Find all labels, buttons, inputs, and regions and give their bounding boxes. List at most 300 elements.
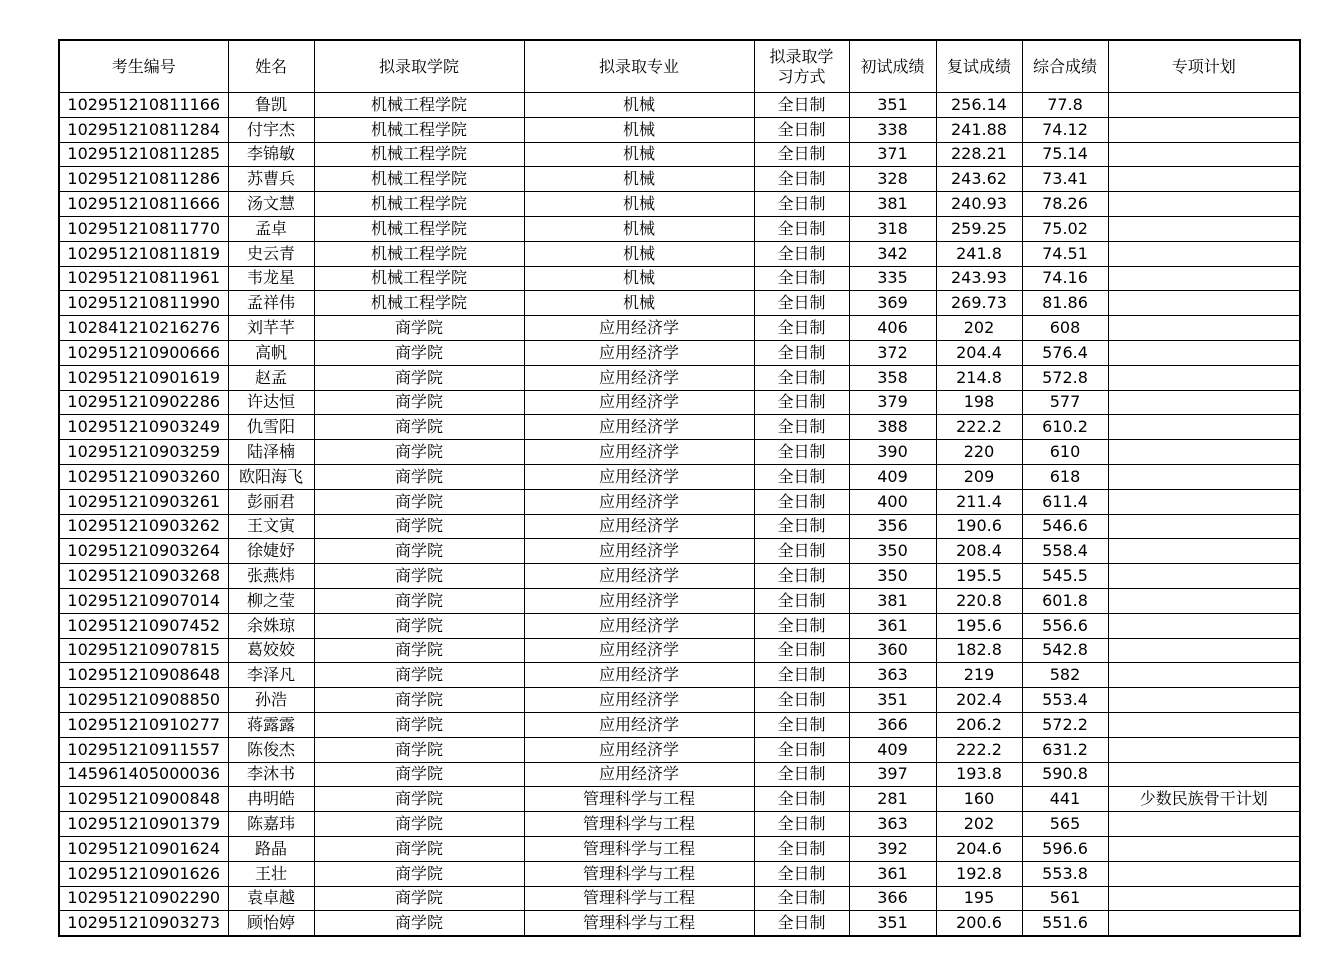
- special-plan-cell: [1108, 886, 1300, 911]
- name-cell: 陆泽楠: [228, 440, 314, 465]
- table-row: [59, 117, 1300, 142]
- total-score-cell: 74.51: [1022, 241, 1108, 266]
- initial-score-cell: 372: [849, 340, 936, 365]
- major-cell: 机械: [524, 291, 754, 316]
- student-id-cell: 102951210911557: [59, 737, 228, 762]
- initial-score-cell: 363: [849, 663, 936, 688]
- major-cell: 机械: [524, 142, 754, 167]
- table-row: [59, 762, 1300, 787]
- study-mode-cell: 全日制: [754, 737, 849, 762]
- college-cell: 机械工程学院: [314, 192, 524, 217]
- student-id-cell: 102951210907452: [59, 613, 228, 638]
- total-score-cell: 618: [1022, 464, 1108, 489]
- header-total-score: 综合成绩: [1022, 40, 1108, 93]
- special-plan-cell: [1108, 514, 1300, 539]
- name-cell: 欧阳海飞: [228, 464, 314, 489]
- college-cell: 商学院: [314, 415, 524, 440]
- retest-score-cell: 208.4: [936, 539, 1022, 564]
- retest-score-cell: 200.6: [936, 911, 1022, 936]
- total-score-cell: 582: [1022, 663, 1108, 688]
- retest-score-cell: 202.4: [936, 688, 1022, 713]
- retest-score-cell: 214.8: [936, 365, 1022, 390]
- special-plan-cell: [1108, 489, 1300, 514]
- name-cell: 徐婕妤: [228, 539, 314, 564]
- initial-score-cell: 381: [849, 192, 936, 217]
- college-cell: 商学院: [314, 861, 524, 886]
- table-row: [59, 787, 1300, 812]
- college-cell: 机械工程学院: [314, 291, 524, 316]
- retest-score-cell: 190.6: [936, 514, 1022, 539]
- study-mode-cell: 全日制: [754, 117, 849, 142]
- retest-score-cell: 195.6: [936, 613, 1022, 638]
- special-plan-cell: [1108, 836, 1300, 861]
- study-mode-cell: 全日制: [754, 787, 849, 812]
- retest-score-cell: 204.6: [936, 836, 1022, 861]
- student-id-cell: 102951210811770: [59, 216, 228, 241]
- study-mode-cell: 全日制: [754, 142, 849, 167]
- retest-score-cell: 228.21: [936, 142, 1022, 167]
- special-plan-cell: [1108, 638, 1300, 663]
- student-id-cell: 102951210901626: [59, 861, 228, 886]
- retest-score-cell: 222.2: [936, 415, 1022, 440]
- study-mode-cell: 全日制: [754, 638, 849, 663]
- major-cell: 应用经济学: [524, 316, 754, 341]
- major-cell: 应用经济学: [524, 638, 754, 663]
- retest-score-cell: 202: [936, 812, 1022, 837]
- header-major: 拟录取专业: [524, 40, 754, 93]
- major-cell: 应用经济学: [524, 613, 754, 638]
- study-mode-cell: 全日制: [754, 93, 849, 118]
- major-cell: 机械: [524, 241, 754, 266]
- retest-score-cell: 241.88: [936, 117, 1022, 142]
- table-row: [59, 316, 1300, 341]
- student-id-cell: 102951210903259: [59, 440, 228, 465]
- total-score-cell: 81.86: [1022, 291, 1108, 316]
- total-score-cell: 553.8: [1022, 861, 1108, 886]
- header-initial-score: 初试成绩: [849, 40, 936, 93]
- major-cell: 机械: [524, 216, 754, 241]
- name-cell: 李沐书: [228, 762, 314, 787]
- initial-score-cell: 351: [849, 93, 936, 118]
- study-mode-cell: 全日制: [754, 216, 849, 241]
- study-mode-cell: 全日制: [754, 836, 849, 861]
- name-cell: 鲁凯: [228, 93, 314, 118]
- total-score-cell: 553.4: [1022, 688, 1108, 713]
- college-cell: 商学院: [314, 340, 524, 365]
- retest-score-cell: 243.93: [936, 266, 1022, 291]
- special-plan-cell: [1108, 216, 1300, 241]
- name-cell: 彭丽君: [228, 489, 314, 514]
- special-plan-cell: [1108, 316, 1300, 341]
- table-row: [59, 737, 1300, 762]
- name-cell: 苏曹兵: [228, 167, 314, 192]
- study-mode-cell: 全日制: [754, 365, 849, 390]
- total-score-cell: 75.02: [1022, 216, 1108, 241]
- table-row: [59, 812, 1300, 837]
- student-id-cell: 102951210903261: [59, 489, 228, 514]
- special-plan-cell: [1108, 564, 1300, 589]
- header-row: [59, 40, 1300, 93]
- total-score-cell: 77.8: [1022, 93, 1108, 118]
- study-mode-cell: 全日制: [754, 861, 849, 886]
- major-cell: 应用经济学: [524, 762, 754, 787]
- student-id-cell: 102951210900848: [59, 787, 228, 812]
- college-cell: 商学院: [314, 663, 524, 688]
- table-row: [59, 291, 1300, 316]
- major-cell: 应用经济学: [524, 514, 754, 539]
- college-cell: 商学院: [314, 539, 524, 564]
- student-id-cell: 102951210907014: [59, 588, 228, 613]
- college-cell: 机械工程学院: [314, 167, 524, 192]
- retest-score-cell: 211.4: [936, 489, 1022, 514]
- student-id-cell: 102951210903273: [59, 911, 228, 936]
- retest-score-cell: 269.73: [936, 291, 1022, 316]
- special-plan-cell: [1108, 712, 1300, 737]
- name-cell: 许达恒: [228, 390, 314, 415]
- table-row: [59, 365, 1300, 390]
- study-mode-cell: 全日制: [754, 241, 849, 266]
- name-cell: 葛姣姣: [228, 638, 314, 663]
- special-plan-cell: [1108, 390, 1300, 415]
- special-plan-cell: [1108, 539, 1300, 564]
- table-row: [59, 539, 1300, 564]
- student-id-cell: 102951210901624: [59, 836, 228, 861]
- college-cell: 机械工程学院: [314, 266, 524, 291]
- initial-score-cell: 366: [849, 886, 936, 911]
- major-cell: 管理科学与工程: [524, 886, 754, 911]
- table-row: [59, 514, 1300, 539]
- initial-score-cell: 350: [849, 539, 936, 564]
- name-cell: 王壮: [228, 861, 314, 886]
- table-row: [59, 390, 1300, 415]
- study-mode-cell: 全日制: [754, 440, 849, 465]
- student-id-cell: 102951210900666: [59, 340, 228, 365]
- total-score-cell: 441: [1022, 787, 1108, 812]
- initial-score-cell: 406: [849, 316, 936, 341]
- name-cell: 袁卓越: [228, 886, 314, 911]
- name-cell: 李锦敏: [228, 142, 314, 167]
- total-score-cell: 78.26: [1022, 192, 1108, 217]
- college-cell: 商学院: [314, 712, 524, 737]
- total-score-cell: 590.8: [1022, 762, 1108, 787]
- retest-score-cell: 193.8: [936, 762, 1022, 787]
- major-cell: 机械: [524, 117, 754, 142]
- student-id-cell: 102951210811990: [59, 291, 228, 316]
- header-special-plan: 专项计划: [1108, 40, 1300, 93]
- student-id-cell: 102841210216276: [59, 316, 228, 341]
- name-cell: 冉明皓: [228, 787, 314, 812]
- student-id-cell: 102951210811284: [59, 117, 228, 142]
- study-mode-cell: 全日制: [754, 886, 849, 911]
- table-row: [59, 861, 1300, 886]
- table-row: [59, 192, 1300, 217]
- college-cell: 商学院: [314, 564, 524, 589]
- retest-score-cell: 209: [936, 464, 1022, 489]
- college-cell: 商学院: [314, 464, 524, 489]
- major-cell: 机械: [524, 192, 754, 217]
- retest-score-cell: 204.4: [936, 340, 1022, 365]
- name-cell: 孟祥伟: [228, 291, 314, 316]
- name-cell: 韦龙星: [228, 266, 314, 291]
- total-score-cell: 561: [1022, 886, 1108, 911]
- initial-score-cell: 342: [849, 241, 936, 266]
- table-row: [59, 167, 1300, 192]
- major-cell: 管理科学与工程: [524, 911, 754, 936]
- total-score-cell: 74.16: [1022, 266, 1108, 291]
- name-cell: 蒋露露: [228, 712, 314, 737]
- table-row: [59, 663, 1300, 688]
- name-cell: 孟卓: [228, 216, 314, 241]
- college-cell: 机械工程学院: [314, 241, 524, 266]
- major-cell: 应用经济学: [524, 688, 754, 713]
- special-plan-cell: [1108, 861, 1300, 886]
- initial-score-cell: 338: [849, 117, 936, 142]
- special-plan-cell: [1108, 812, 1300, 837]
- total-score-cell: 73.41: [1022, 167, 1108, 192]
- retest-score-cell: 198: [936, 390, 1022, 415]
- retest-score-cell: 202: [936, 316, 1022, 341]
- initial-score-cell: 363: [849, 812, 936, 837]
- total-score-cell: 74.12: [1022, 117, 1108, 142]
- name-cell: 孙浩: [228, 688, 314, 713]
- major-cell: 应用经济学: [524, 390, 754, 415]
- total-score-cell: 572.2: [1022, 712, 1108, 737]
- initial-score-cell: 366: [849, 712, 936, 737]
- student-id-cell: 102951210903268: [59, 564, 228, 589]
- table-row: [59, 142, 1300, 167]
- retest-score-cell: 219: [936, 663, 1022, 688]
- initial-score-cell: 409: [849, 737, 936, 762]
- table-row: [59, 241, 1300, 266]
- student-id-cell: 102951210811285: [59, 142, 228, 167]
- college-cell: 机械工程学院: [314, 117, 524, 142]
- college-cell: 商学院: [314, 390, 524, 415]
- admission-table: [58, 39, 1301, 937]
- name-cell: 余姝琼: [228, 613, 314, 638]
- initial-score-cell: 360: [849, 638, 936, 663]
- major-cell: 管理科学与工程: [524, 861, 754, 886]
- initial-score-cell: 335: [849, 266, 936, 291]
- study-mode-cell: 全日制: [754, 663, 849, 688]
- initial-score-cell: 318: [849, 216, 936, 241]
- total-score-cell: 75.14: [1022, 142, 1108, 167]
- retest-score-cell: 206.2: [936, 712, 1022, 737]
- student-id-cell: 102951210811286: [59, 167, 228, 192]
- college-cell: 商学院: [314, 737, 524, 762]
- college-cell: 商学院: [314, 489, 524, 514]
- study-mode-cell: 全日制: [754, 514, 849, 539]
- retest-score-cell: 259.25: [936, 216, 1022, 241]
- retest-score-cell: 256.14: [936, 93, 1022, 118]
- major-cell: 应用经济学: [524, 440, 754, 465]
- retest-score-cell: 182.8: [936, 638, 1022, 663]
- name-cell: 顾怡婷: [228, 911, 314, 936]
- initial-score-cell: 281: [849, 787, 936, 812]
- retest-score-cell: 222.2: [936, 737, 1022, 762]
- student-id-cell: 145961405000036: [59, 762, 228, 787]
- study-mode-cell: 全日制: [754, 564, 849, 589]
- header-name: 姓名: [228, 40, 314, 93]
- student-id-cell: 102951210901379: [59, 812, 228, 837]
- initial-score-cell: 379: [849, 390, 936, 415]
- total-score-cell: 551.6: [1022, 911, 1108, 936]
- retest-score-cell: 240.93: [936, 192, 1022, 217]
- retest-score-cell: 192.8: [936, 861, 1022, 886]
- student-id-cell: 102951210811166: [59, 93, 228, 118]
- retest-score-cell: 243.62: [936, 167, 1022, 192]
- special-plan-cell: [1108, 192, 1300, 217]
- name-cell: 张燕炜: [228, 564, 314, 589]
- major-cell: 应用经济学: [524, 340, 754, 365]
- study-mode-cell: 全日制: [754, 489, 849, 514]
- study-mode-cell: 全日制: [754, 291, 849, 316]
- special-plan-cell: [1108, 464, 1300, 489]
- name-cell: 仇雪阳: [228, 415, 314, 440]
- college-cell: 商学院: [314, 588, 524, 613]
- special-plan-cell: [1108, 440, 1300, 465]
- special-plan-cell: [1108, 613, 1300, 638]
- major-cell: 应用经济学: [524, 588, 754, 613]
- initial-score-cell: 350: [849, 564, 936, 589]
- major-cell: 机械: [524, 167, 754, 192]
- college-cell: 商学院: [314, 638, 524, 663]
- special-plan-cell: [1108, 167, 1300, 192]
- major-cell: 应用经济学: [524, 737, 754, 762]
- study-mode-cell: 全日制: [754, 266, 849, 291]
- student-id-cell: 102951210907815: [59, 638, 228, 663]
- header-student-id: 考生编号: [59, 40, 228, 93]
- study-mode-cell: 全日制: [754, 464, 849, 489]
- retest-score-cell: 195.5: [936, 564, 1022, 589]
- total-score-cell: 556.6: [1022, 613, 1108, 638]
- total-score-cell: 576.4: [1022, 340, 1108, 365]
- table-row: [59, 712, 1300, 737]
- college-cell: 商学院: [314, 688, 524, 713]
- study-mode-cell: 全日制: [754, 167, 849, 192]
- name-cell: 柳之莹: [228, 588, 314, 613]
- initial-score-cell: 381: [849, 588, 936, 613]
- total-score-cell: 631.2: [1022, 737, 1108, 762]
- total-score-cell: 601.8: [1022, 588, 1108, 613]
- name-cell: 高帆: [228, 340, 314, 365]
- college-cell: 商学院: [314, 836, 524, 861]
- major-cell: 应用经济学: [524, 464, 754, 489]
- name-cell: 李泽凡: [228, 663, 314, 688]
- special-plan-cell: [1108, 340, 1300, 365]
- table-row: [59, 886, 1300, 911]
- student-id-cell: 102951210903260: [59, 464, 228, 489]
- table-row: [59, 266, 1300, 291]
- retest-score-cell: 160: [936, 787, 1022, 812]
- college-cell: 机械工程学院: [314, 142, 524, 167]
- special-plan-cell: [1108, 737, 1300, 762]
- student-id-cell: 102951210910277: [59, 712, 228, 737]
- special-plan-cell: [1108, 415, 1300, 440]
- major-cell: 应用经济学: [524, 415, 754, 440]
- table-row: [59, 588, 1300, 613]
- table-row: [59, 440, 1300, 465]
- header-college: 拟录取学院: [314, 40, 524, 93]
- student-id-cell: 102951210903264: [59, 539, 228, 564]
- table-row: [59, 216, 1300, 241]
- study-mode-cell: 全日制: [754, 911, 849, 936]
- study-mode-cell: 全日制: [754, 390, 849, 415]
- table-row: [59, 564, 1300, 589]
- initial-score-cell: 369: [849, 291, 936, 316]
- total-score-cell: 610: [1022, 440, 1108, 465]
- name-cell: 刘芊芊: [228, 316, 314, 341]
- special-plan-cell: [1108, 291, 1300, 316]
- major-cell: 管理科学与工程: [524, 787, 754, 812]
- student-id-cell: 102951210903249: [59, 415, 228, 440]
- college-cell: 商学院: [314, 762, 524, 787]
- special-plan-cell: [1108, 93, 1300, 118]
- initial-score-cell: 371: [849, 142, 936, 167]
- college-cell: 商学院: [314, 514, 524, 539]
- initial-score-cell: 361: [849, 613, 936, 638]
- college-cell: 商学院: [314, 787, 524, 812]
- study-mode-cell: 全日制: [754, 316, 849, 341]
- initial-score-cell: 397: [849, 762, 936, 787]
- retest-score-cell: 220: [936, 440, 1022, 465]
- student-id-cell: 102951210908648: [59, 663, 228, 688]
- special-plan-cell: [1108, 142, 1300, 167]
- major-cell: 应用经济学: [524, 489, 754, 514]
- special-plan-cell: [1108, 911, 1300, 936]
- major-cell: 应用经济学: [524, 365, 754, 390]
- name-cell: 王文寅: [228, 514, 314, 539]
- retest-score-cell: 220.8: [936, 588, 1022, 613]
- major-cell: 管理科学与工程: [524, 836, 754, 861]
- study-mode-cell: 全日制: [754, 688, 849, 713]
- initial-score-cell: 361: [849, 861, 936, 886]
- total-score-cell: 610.2: [1022, 415, 1108, 440]
- college-cell: 机械工程学院: [314, 93, 524, 118]
- retest-score-cell: 195: [936, 886, 1022, 911]
- student-id-cell: 102951210811961: [59, 266, 228, 291]
- initial-score-cell: 351: [849, 911, 936, 936]
- student-id-cell: 102951210902290: [59, 886, 228, 911]
- table-row: [59, 489, 1300, 514]
- student-id-cell: 102951210811666: [59, 192, 228, 217]
- table-body: [59, 93, 1300, 937]
- initial-score-cell: 351: [849, 688, 936, 713]
- college-cell: 商学院: [314, 613, 524, 638]
- major-cell: 机械: [524, 266, 754, 291]
- table-row: [59, 836, 1300, 861]
- initial-score-cell: 356: [849, 514, 936, 539]
- college-cell: 商学院: [314, 886, 524, 911]
- total-score-cell: 565: [1022, 812, 1108, 837]
- special-plan-cell: [1108, 241, 1300, 266]
- initial-score-cell: 392: [849, 836, 936, 861]
- study-mode-cell: 全日制: [754, 539, 849, 564]
- college-cell: 商学院: [314, 911, 524, 936]
- special-plan-cell: [1108, 117, 1300, 142]
- study-mode-cell: 全日制: [754, 588, 849, 613]
- total-score-cell: 596.6: [1022, 836, 1108, 861]
- total-score-cell: 572.8: [1022, 365, 1108, 390]
- total-score-cell: 608: [1022, 316, 1108, 341]
- name-cell: 付宇杰: [228, 117, 314, 142]
- initial-score-cell: 388: [849, 415, 936, 440]
- major-cell: 机械: [524, 93, 754, 118]
- student-id-cell: 102951210908850: [59, 688, 228, 713]
- college-cell: 商学院: [314, 812, 524, 837]
- initial-score-cell: 390: [849, 440, 936, 465]
- total-score-cell: 545.5: [1022, 564, 1108, 589]
- table-row: [59, 340, 1300, 365]
